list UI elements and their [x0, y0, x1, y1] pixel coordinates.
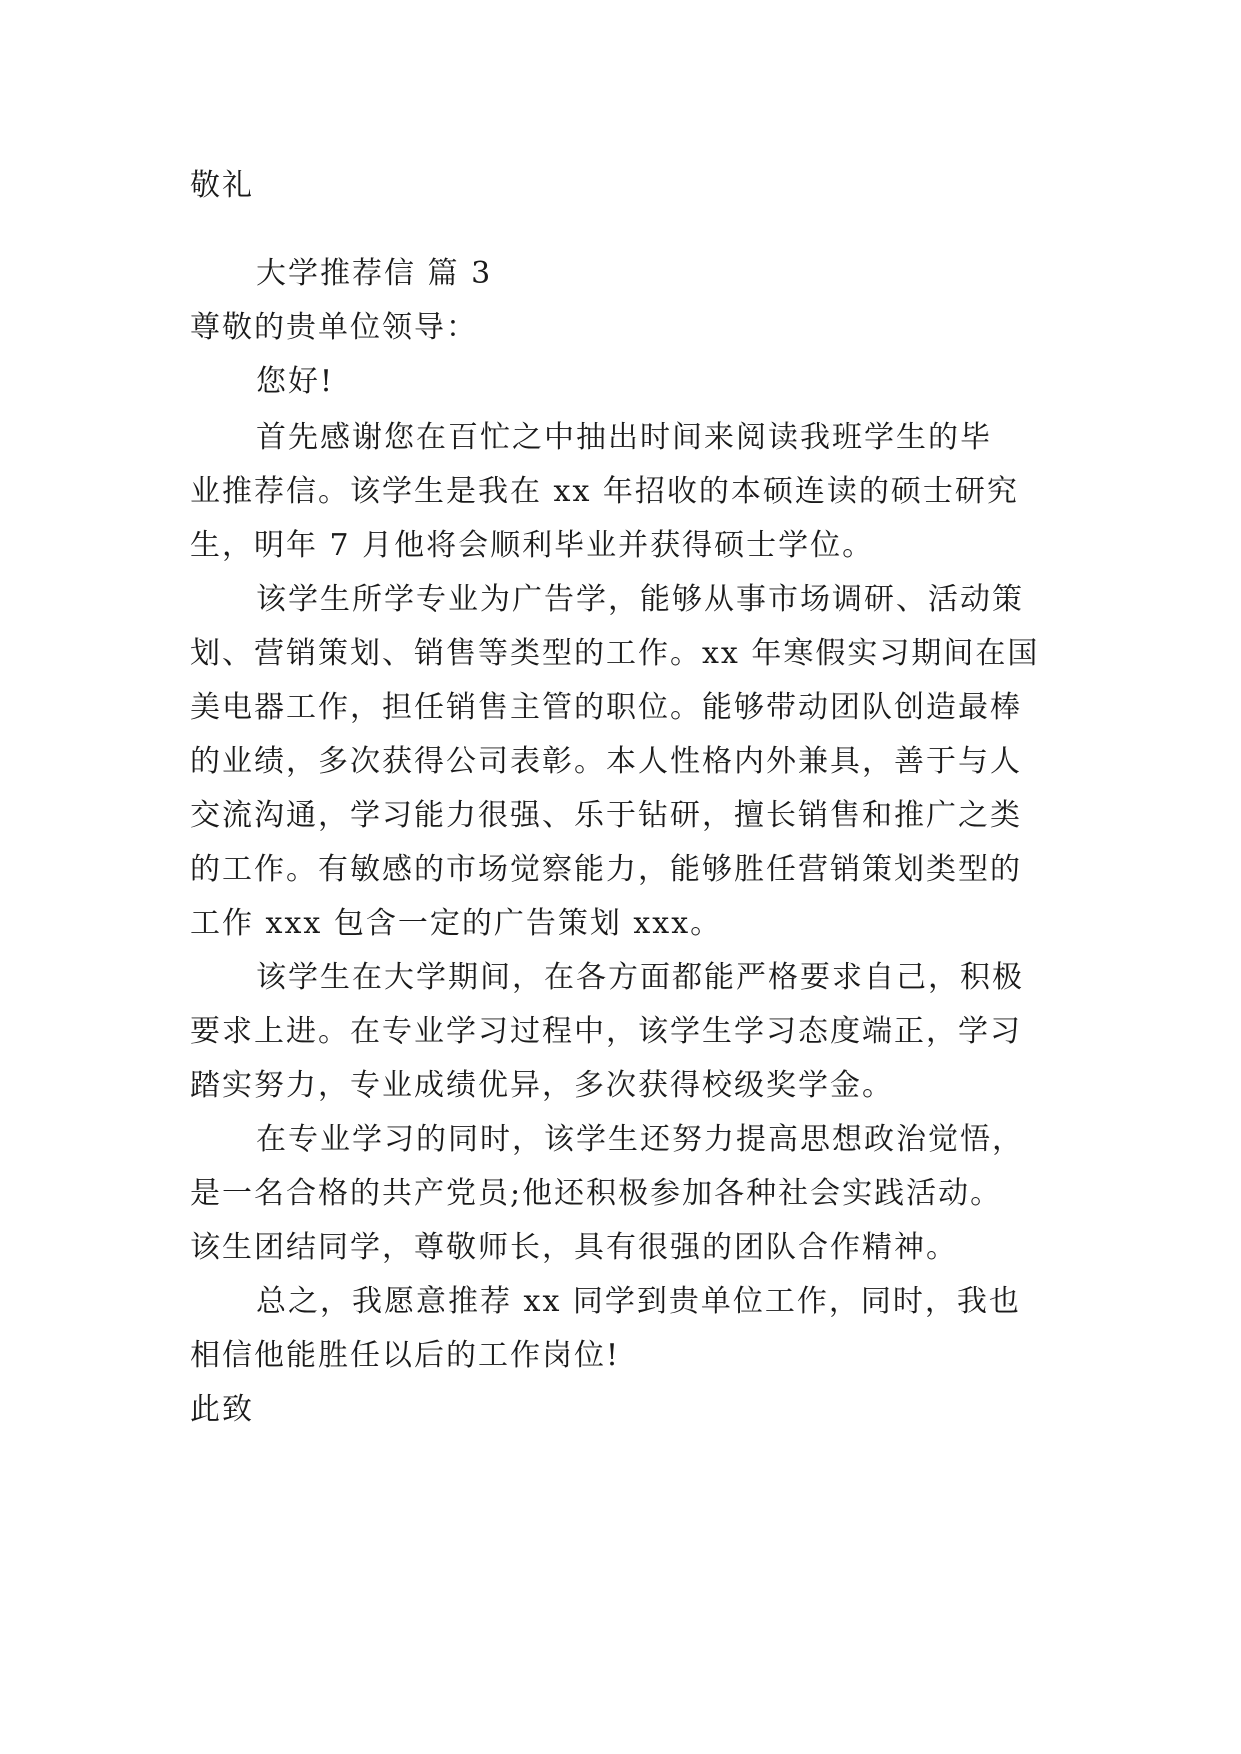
paragraph-line: 要求上进。在专业学习过程中，该学生学习态度端正，学习 — [190, 1014, 1022, 1049]
paragraph-line: 美电器工作，担任销售主管的职位。能够带动团队创造最棒 — [190, 690, 1022, 725]
paragraph-line: 该生团结同学，尊敬师长，具有很强的团队合作精神。 — [190, 1230, 958, 1265]
letter-heading: 大学推荐信 篇 3 — [256, 256, 493, 291]
paragraph-line: 是一名合格的共产党员;他还积极参加各种社会实践活动。 — [190, 1176, 1003, 1211]
paragraph-line: 的工作。有敏感的市场觉察能力，能够胜任营销策划类型的 — [190, 852, 1022, 887]
greeting: 您好! — [256, 364, 335, 399]
paragraph-line: 踏实努力，专业成绩优异，多次获得校级奖学金。 — [190, 1068, 894, 1103]
paragraph-line: 首先感谢您在百忙之中抽出时间来阅读我班学生的毕 — [256, 420, 992, 455]
paragraph-line: 生，明年 7 月他将会顺利毕业并获得硕士学位。 — [190, 528, 875, 563]
paragraph-line: 该学生所学专业为广告学，能够从事市场调研、活动策 — [256, 582, 1024, 617]
paragraph-line: 的业绩，多次获得公司表彰。本人性格内外兼具，善于与人 — [190, 744, 1022, 779]
paragraph-line: 划、营销策划、销售等类型的工作。xx 年寒假实习期间在国 — [190, 636, 1040, 671]
paragraph-line: 工作 xxx 包含一定的广告策划 xxx。 — [190, 906, 723, 941]
paragraph-line: 该学生在大学期间，在各方面都能严格要求自己，积极 — [256, 960, 1024, 995]
paragraph-line: 业推荐信。该学生是我在 xx 年招收的本硕连读的硕士研究 — [190, 474, 1019, 509]
closing-salute-top: 敬礼 — [190, 168, 254, 203]
paragraph-line: 在专业学习的同时，该学生还努力提高思想政治觉悟， — [256, 1122, 1024, 1157]
paragraph-line: 相信他能胜任以后的工作岗位! — [190, 1338, 621, 1373]
paragraph-line: 交流沟通，学习能力很强、乐于钻研，擅长销售和推广之类 — [190, 798, 1022, 833]
paragraph-line: 总之，我愿意推荐 xx 同学到贵单位工作，同时，我也 — [256, 1284, 1021, 1319]
salutation: 尊敬的贵单位领导： — [190, 310, 478, 345]
closing-salute-bottom: 此致 — [190, 1392, 254, 1427]
